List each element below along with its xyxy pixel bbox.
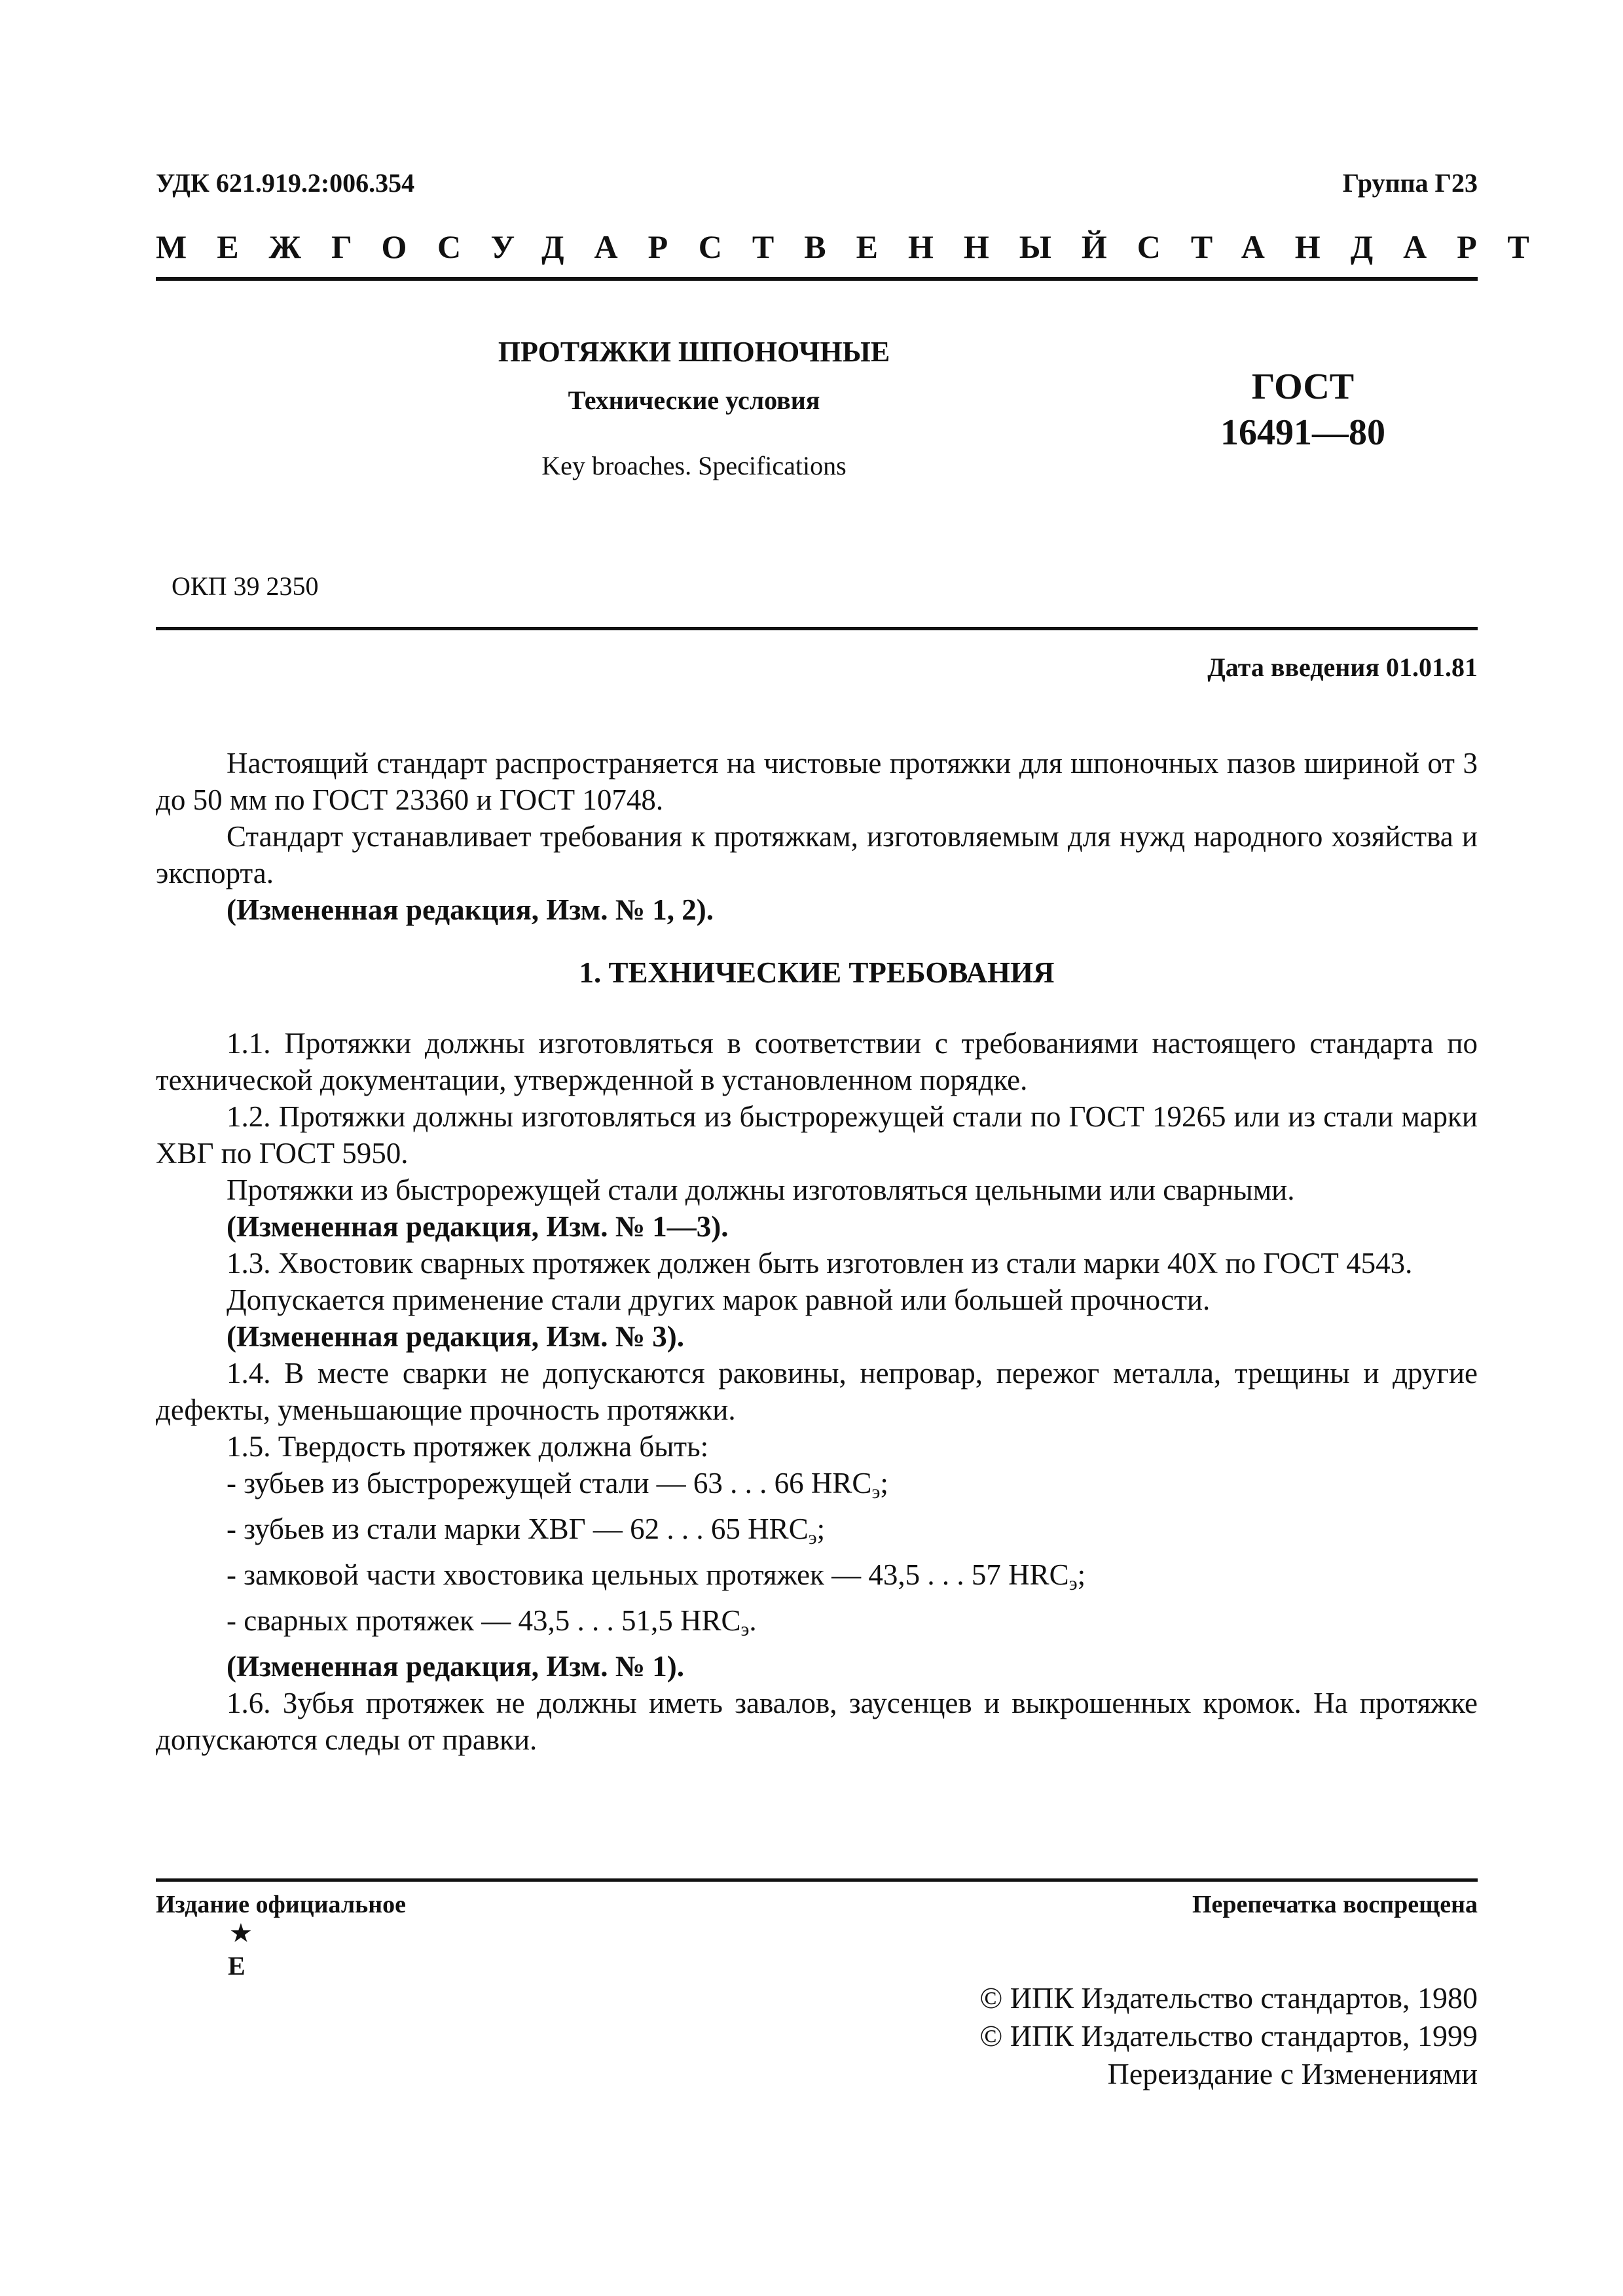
group-code: Группа Г23 <box>1342 168 1478 198</box>
top-divider <box>156 277 1478 281</box>
clause-1-2-note: Протяжки из быстрорежущей стали должны изготовляться цельными или сварными. <box>227 1174 1295 1206</box>
e-mark: Е <box>228 1951 246 1981</box>
english-title: Key broaches. Specifications <box>541 451 847 480</box>
hardness-item: - зубьев из стали марки ХВГ — 62 . . . 65 $HRC_э$; <box>227 1513 826 1549</box>
official-edition-label: Издание официальное <box>156 1891 407 1918</box>
document-title: ПРОТЯЖКИ ШПОНОЧНЫЕ <box>498 336 890 368</box>
document-subtitle: Технические условия <box>568 386 820 415</box>
gost-designation <box>1165 364 1440 456</box>
hardness-item: - замковой части хвостовика цельных протяжек — 43,5 . . . 57 $HRC_э$; <box>227 1558 1086 1594</box>
copyright-line: © ИПК Издательство стандартов, 1999 <box>979 2019 1478 2053</box>
clause-1-4: 1.4. В месте сварки не допускаются раковины, непровар, пережог металла, трещины и другие дефекты, уменьшающие прочность протяжки. <box>156 1357 1478 1426</box>
udk-code: УДК 621.919.2:006.354 <box>156 168 415 198</box>
hardness-item: - зубьев из быстрорежущей стали — 63 . . . 66 $HRC_э$; <box>227 1467 888 1503</box>
amendment-note: (Измененная редакция, Изм. № 1). <box>227 1650 685 1683</box>
document-body <box>156 745 1478 1758</box>
clause-1-2: 1.2. Протяжки должны изготовляться из быстрорежущей стали по ГОСТ 19265 или из стали марки ХВГ по ГОСТ 5950. <box>156 1100 1478 1170</box>
clause-1-1: 1.1. Протяжки должны изготовляться в соответствии с требованиями настоящего стандарта по технической документации, утвержденной в установленном порядке. <box>156 1027 1478 1096</box>
clause-1-6: 1.6. Зубья протяжек не должны иметь завалов, заусенцев и выкрошенных кромок. На протяжке допускаются следы от правки. <box>156 1687 1478 1756</box>
footer-divider <box>156 1878 1478 1882</box>
standard-banner <box>156 228 1559 266</box>
clause-1-3: 1.3. Хвостовик сварных протяжек должен быть изготовлен из стали марки 40Х по ГОСТ 4543. <box>227 1247 1413 1280</box>
section-heading: 1. ТЕХНИЧЕСКИЕ ТРЕБОВАНИЯ <box>579 956 1055 989</box>
intro-paragraph: Настоящий стандарт распространяется на чистовые протяжки для шпоночных пазов шириной от 3 до 50 мм по ГОСТ 23360 и ГОСТ 10748. <box>156 747 1478 816</box>
clause-1-3-note: Допускается применение стали других марок равной или большей прочности. <box>227 1283 1211 1316</box>
banner-left: МЕЖГОСУДАРСТВЕННЫЙ <box>156 228 1137 265</box>
copyright-line: © ИПК Издательство стандартов, 1980 <box>979 1981 1478 2015</box>
reprint-prohibited-label: Перепечатка воспрещена <box>1192 1891 1478 1918</box>
amendment-note: (Измененная редакция, Изм. № 1—3). <box>227 1210 729 1243</box>
copyright-block <box>979 1979 1478 2093</box>
amendment-note: (Измененная редакция, Изм. № 1, 2). <box>227 893 714 926</box>
okp-code: ОКП 39 2350 <box>172 571 319 601</box>
intro-paragraph: Стандарт устанавливает требования к протяжкам, изготовляемым для нужд народного хозяйства и экспорта. <box>156 820 1478 889</box>
amendment-note: (Измененная редакция, Изм. № 3). <box>227 1320 685 1353</box>
reissue-note: Переиздание с Изменениями <box>1107 2057 1478 2090</box>
gost-label: ГОСТ <box>1251 367 1355 407</box>
gost-number: 16491—80 <box>1220 412 1385 453</box>
star-icon: ★ <box>229 1918 253 1948</box>
hardness-item: - сварных протяжек — 43,5 . . . 51,5 $HRC_э$. <box>227 1604 757 1640</box>
clause-1-5: 1.5. Твердость протяжек должна быть: <box>227 1430 709 1463</box>
introduction-date: Дата введения 01.01.81 <box>1207 653 1478 682</box>
middle-divider <box>156 627 1478 630</box>
banner-right: СТАНДАРТ <box>1137 228 1559 265</box>
